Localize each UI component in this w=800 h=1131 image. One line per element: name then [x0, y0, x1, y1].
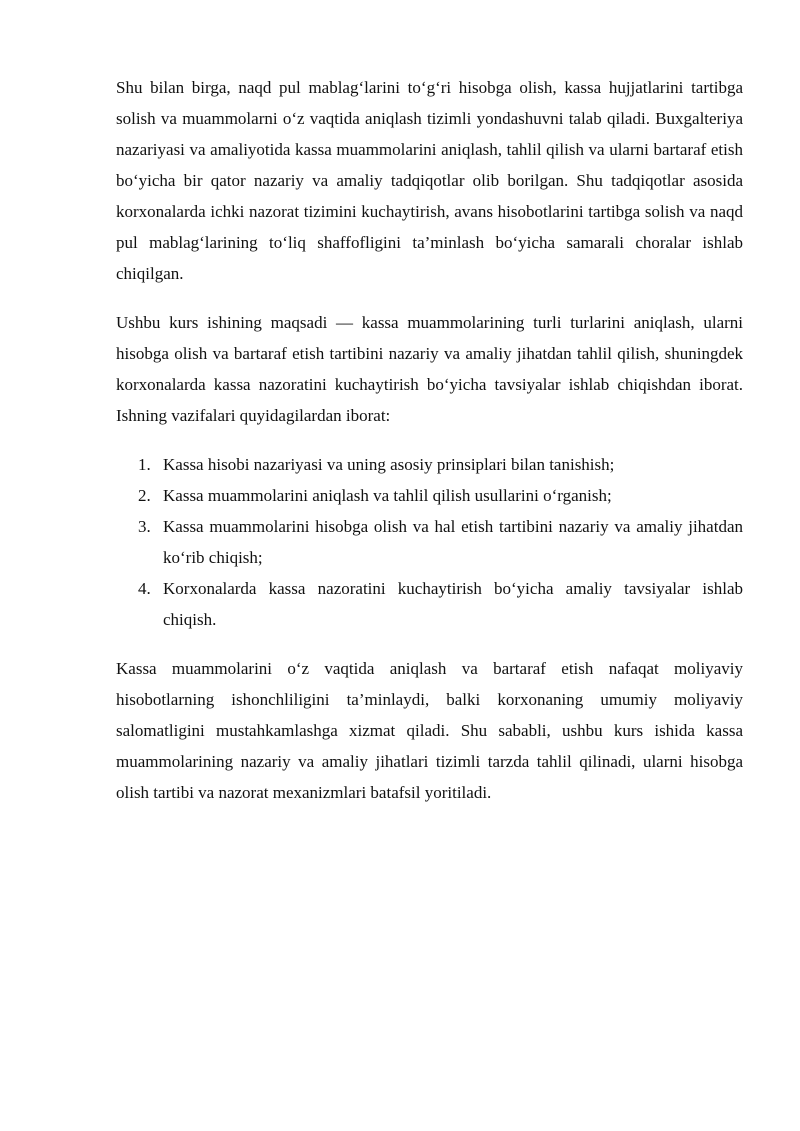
list-item-number: 2.: [138, 486, 151, 505]
list-item: [116, 480, 743, 511]
list-item-number: 1.: [138, 455, 151, 474]
tasks-list: [116, 449, 743, 635]
document-page: [116, 72, 743, 826]
list-item-text: Kassa muammolarini hisobga olish va hal etish tartibini nazariy va amaliy jihatdan ko‘rib chiqish;: [163, 517, 743, 567]
list-item: [116, 449, 743, 480]
paragraph-goal: Ushbu kurs ishining maqsadi — kassa muammolarining turli turlarini aniqlash, ularni hisobga olish va bartaraf etish tartibini nazariy va amaliy jihatdan tahlil qilish, shuningdek korxonalarda kassa nazoratini kuchaytirish bo‘yicha tavsiyalar ishlab chiqishdan iborat. Ishning vazifalari quyidagilardan iborat:: [116, 313, 743, 425]
list-item-text: Korxonalarda kassa nazoratini kuchaytirish bo‘yicha amaliy tavsiyalar ishlab chiqish.: [163, 579, 743, 629]
list-item: [116, 511, 743, 573]
paragraph-intro: Shu bilan birga, naqd pul mablag‘larini to‘g‘ri hisobga olish, kassa hujjatlarini tartibga solish va muammolarni o‘z vaqtida aniqlash tizimli yondashuvni talab qiladi. Buxgalteriya nazariyasi va amaliyotida kassa muammolarini aniqlash, tahlil qilish va ularni bartaraf etish bo‘yicha bir qator nazariy va amaliy tadqiqotlar olib borilgan. Shu tadqiqotlar asosida korxonalarda ichki nazorat tizimini kuchaytirish, avans hisobotlarini tartibga solish va naqd pul mablag‘larining to‘liq shaffofligini ta’minlash bo‘yicha samarali choralar ishlab chiqilgan.: [116, 78, 743, 283]
list-item-text: Kassa muammolarini aniqlash va tahlil qilish usullarini o‘rganish;: [163, 486, 612, 505]
list-item-text: Kassa hisobi nazariyasi va uning asosiy prinsiplari bilan tanishish;: [163, 455, 615, 474]
list-item-number: 3.: [138, 517, 151, 536]
paragraph-conclusion: Kassa muammolarini o‘z vaqtida aniqlash va bartaraf etish nafaqat moliyaviy hisobotlarning ishonchliligini ta’minlaydi, balki korxonaning umumiy moliyaviy salomatligini mustahkamlashga xizmat qiladi. Shu sababli, ushbu kurs ishida kassa muammolarining nazariy va amaliy jihatlari tizimli tarzda tahlil qilinadi, ularni hisobga olish tartibi va nazorat mexanizmlari batafsil yoritiladi.: [116, 659, 743, 802]
list-item-number: 4.: [138, 579, 151, 598]
list-item: [116, 573, 743, 635]
